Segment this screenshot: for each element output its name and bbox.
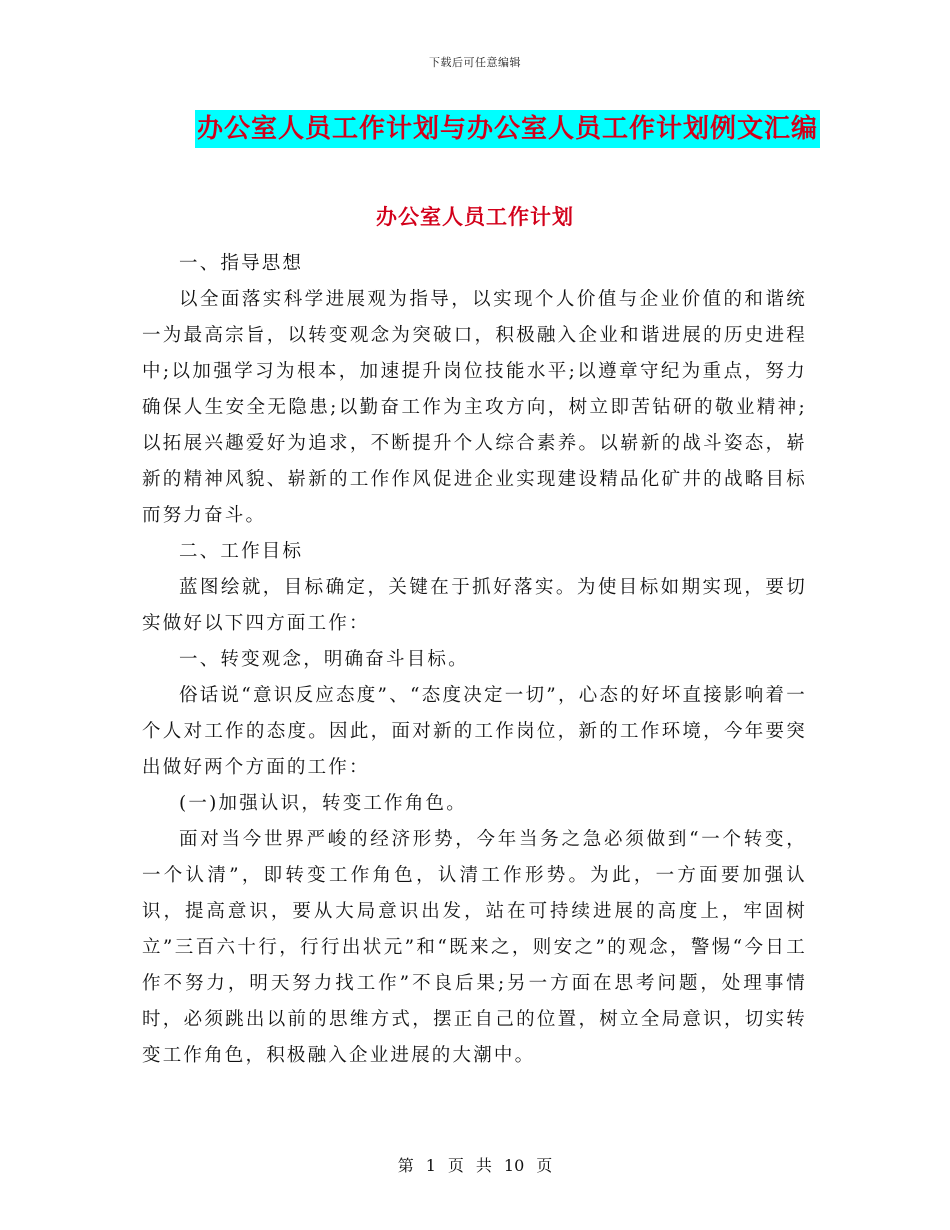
page-number: 1 (425, 1156, 436, 1175)
heading-guiding-ideology: 一、指导思想 (179, 253, 304, 274)
paragraph-economic-situation: 面对当今世界严峻的经济形势，今年当务之急必须做到“一个转变，一个认清”，即转变工作角色，认清工作形势。为此，一方面要加强认识，提高意识，要从大局意识出发，站在可持续进展的高度上，牢固树立”三百六十行，行行出状元”和“既来之，则安之”的观念，警惕“今日工作不努力，明天努力找工作”不良后果;另一方面在思考问题，处理事情时，必须跳出以前的思维方式，摆正自己的位置，树立全局意识，切实转变工作角色，积极融入企业进展的大潮中。 (142, 829, 807, 1066)
paragraph-work-goals: 蓝图绘就，目标确定，关键在于抓好落实。为使目标如期实现，要切实做好以下四方面工作： (142, 577, 807, 634)
document-body (142, 246, 807, 1074)
total-pages: 10 (503, 1156, 525, 1175)
paragraph-guiding-ideology: 以全面落实科学进展观为指导，以实现个人价值与企业价值的和谐统一为最高宗旨，以转变观念为突破口，积极融入企业和谐进展的历史进程中;以加强学习为根本，加速提升岗位技能水平;以遵章守纪为重点，努力确保人生安全无隐患;以勤奋工作为主攻方向，树立即苦钻研的敬业精神;以拓展兴趣爱好为追求，不断提升个人综合素养。以崭新的战斗姿态，崭新的精神风貌、崭新的工作作风促进企业实现建设精品化矿井的战略目标而努力奋斗。 (142, 289, 807, 526)
footer-page-label: 页 (447, 1156, 464, 1175)
header-note: 下载后可任意编辑 (429, 56, 521, 69)
page-footer (0, 1153, 950, 1176)
heading-strengthen-awareness: (一)加强认识，转变工作角色。 (179, 793, 467, 814)
section-title: 办公室人员工作计划 (376, 204, 574, 229)
main-title: 办公室人员工作计划与办公室人员工作计划例文汇编 (195, 110, 820, 148)
paragraph-attitude: 俗话说“意识反应态度”、“态度决定一切”，心态的好坏直接影响着一个人对工作的态度。因此，面对新的工作岗位，新的工作环境，今年要突出做好两个方面的工作： (142, 685, 807, 778)
heading-change-mindset: 一、转变观念，明确奋斗目标。 (179, 649, 469, 670)
heading-work-goals: 二、工作目标 (179, 541, 304, 562)
footer-total-label: 共 (475, 1156, 492, 1175)
footer-suffix: 页 (536, 1156, 553, 1175)
footer-prefix: 第 (397, 1156, 414, 1175)
